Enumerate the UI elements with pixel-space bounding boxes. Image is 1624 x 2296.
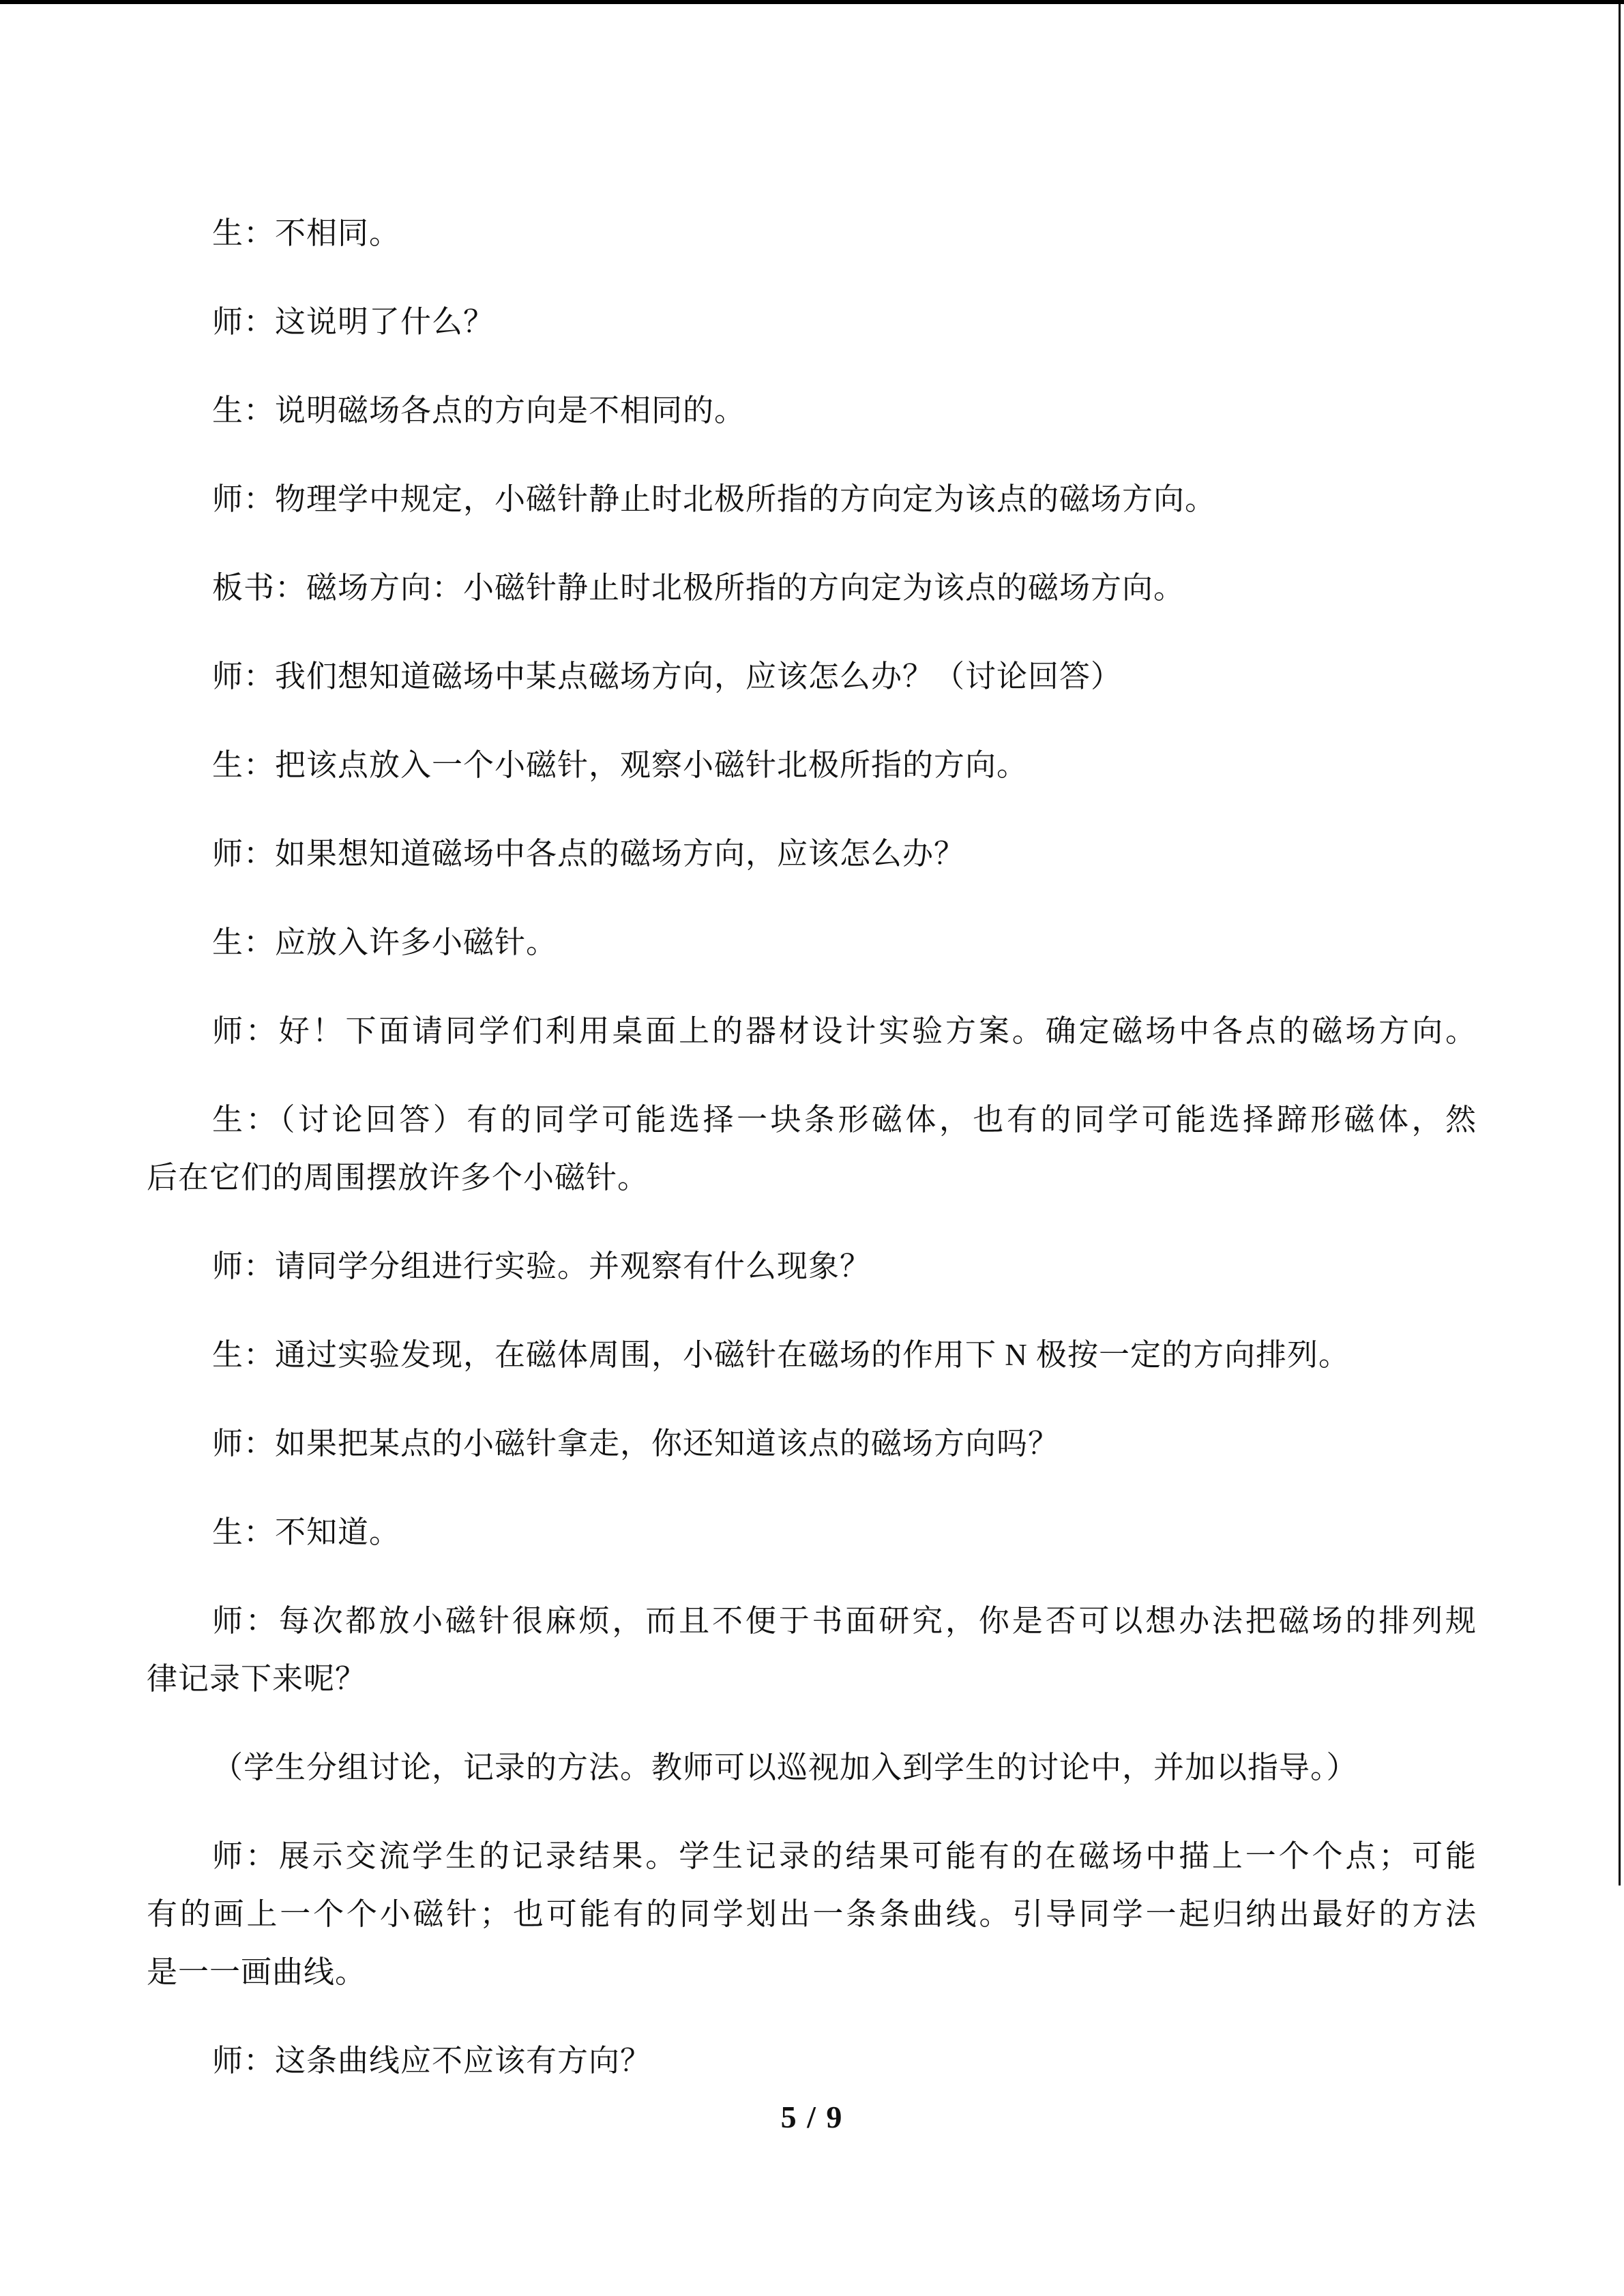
text-line: 生：不知道。 — [212, 1515, 401, 1549]
dialogue-paragraph — [147, 1002, 1477, 1060]
dialogue-paragraph — [147, 1739, 1477, 1797]
text-line: 生：通过实验发现，在磁体周围，小磁针在磁场的作用下 N 极按一定的方向排列。 — [212, 1338, 1350, 1372]
dialogue-paragraph — [147, 914, 1477, 972]
text-line: 师：好！下面请同学们利用桌面上的器材设计实验方案。确定磁场中各点的磁场方向。 — [212, 1014, 1477, 1048]
dialogue-paragraph — [147, 471, 1477, 528]
dialogue-paragraph — [147, 825, 1477, 883]
dialogue-paragraph — [147, 1504, 1477, 1562]
dialogue-paragraph — [147, 1238, 1477, 1296]
text-line: 师：展示交流学生的记录结果。学生记录的结果可能有的在磁场中描上一个个点；可能 — [212, 1839, 1477, 1873]
text-line: 师：每次都放小磁针很麻烦，而且不便于书面研究，你是否可以想办法把磁场的排列规 — [212, 1604, 1477, 1638]
text-line: 生：说明磁场各点的方向是不相同的。 — [212, 393, 746, 428]
dialogue-paragraph — [147, 1592, 1477, 1708]
text-line: 师：这说明了什么？ — [212, 305, 495, 339]
dialogue-paragraph — [147, 1326, 1477, 1384]
dialogue-paragraph — [147, 1415, 1477, 1473]
dialogue-paragraph — [147, 2032, 1477, 2090]
text-line: 生：把该点放入一个小磁针，观察小磁针北极所指的方向。 — [212, 748, 1029, 782]
text-line: 师：我们想知道磁场中某点磁场方向，应该怎么办？（讨论回答） — [212, 659, 1123, 694]
dialogue-paragraph — [147, 293, 1477, 351]
text-line: 生：不相同。 — [212, 216, 401, 250]
dialogue-paragraph — [147, 1828, 1477, 2001]
text-line: 师：这条曲线应不应该有方向？ — [212, 2044, 652, 2078]
dialogue-paragraph — [147, 382, 1477, 440]
text-line: 是一一画曲线。 — [147, 1955, 367, 1989]
dialogue-paragraph — [147, 559, 1477, 617]
text-line: 师：如果想知道磁场中各点的磁场方向，应该怎么办？ — [212, 837, 966, 871]
text-line: 生：应放入许多小磁针。 — [212, 925, 558, 959]
text-line: 后在它们的周围摆放许多个小磁针。 — [147, 1161, 649, 1195]
text-line: 师：物理学中规定，小磁针静止时北极所指的方向定为该点的磁场方向。 — [212, 482, 1217, 516]
text-line: 师：请同学分组进行实验。并观察有什么现象？ — [212, 1249, 872, 1283]
text-line: 板书：磁场方向：小磁针静止时北极所指的方向定为该点的磁场方向。 — [212, 571, 1185, 605]
dialogue-paragraph — [147, 736, 1477, 794]
dialogue-paragraph — [147, 205, 1477, 263]
page-top-border — [0, 0, 1624, 4]
page-number: 5 / 9 — [780, 2100, 844, 2134]
text-line: 有的画上一个个小磁针；也可能有的同学划出一条条曲线。引导同学一起归纳出最好的方法 — [147, 1897, 1477, 1931]
text-line: 律记录下来呢？ — [147, 1662, 367, 1696]
page-right-border — [1619, 0, 1621, 1885]
text-line: 师：如果把某点的小磁针拿走，你还知道该点的磁场方向吗？ — [212, 1427, 1060, 1461]
text-line: （学生分组讨论，记录的方法。教师可以巡视加入到学生的讨论中，并加以指导。） — [212, 1750, 1358, 1785]
dialogue-paragraph — [147, 648, 1477, 706]
document-body — [147, 205, 1477, 2090]
dialogue-paragraph — [147, 1091, 1477, 1207]
text-line: 生：（讨论回答）有的同学可能选择一块条形磁体，也有的同学可能选择蹄形磁体，然 — [212, 1103, 1477, 1137]
